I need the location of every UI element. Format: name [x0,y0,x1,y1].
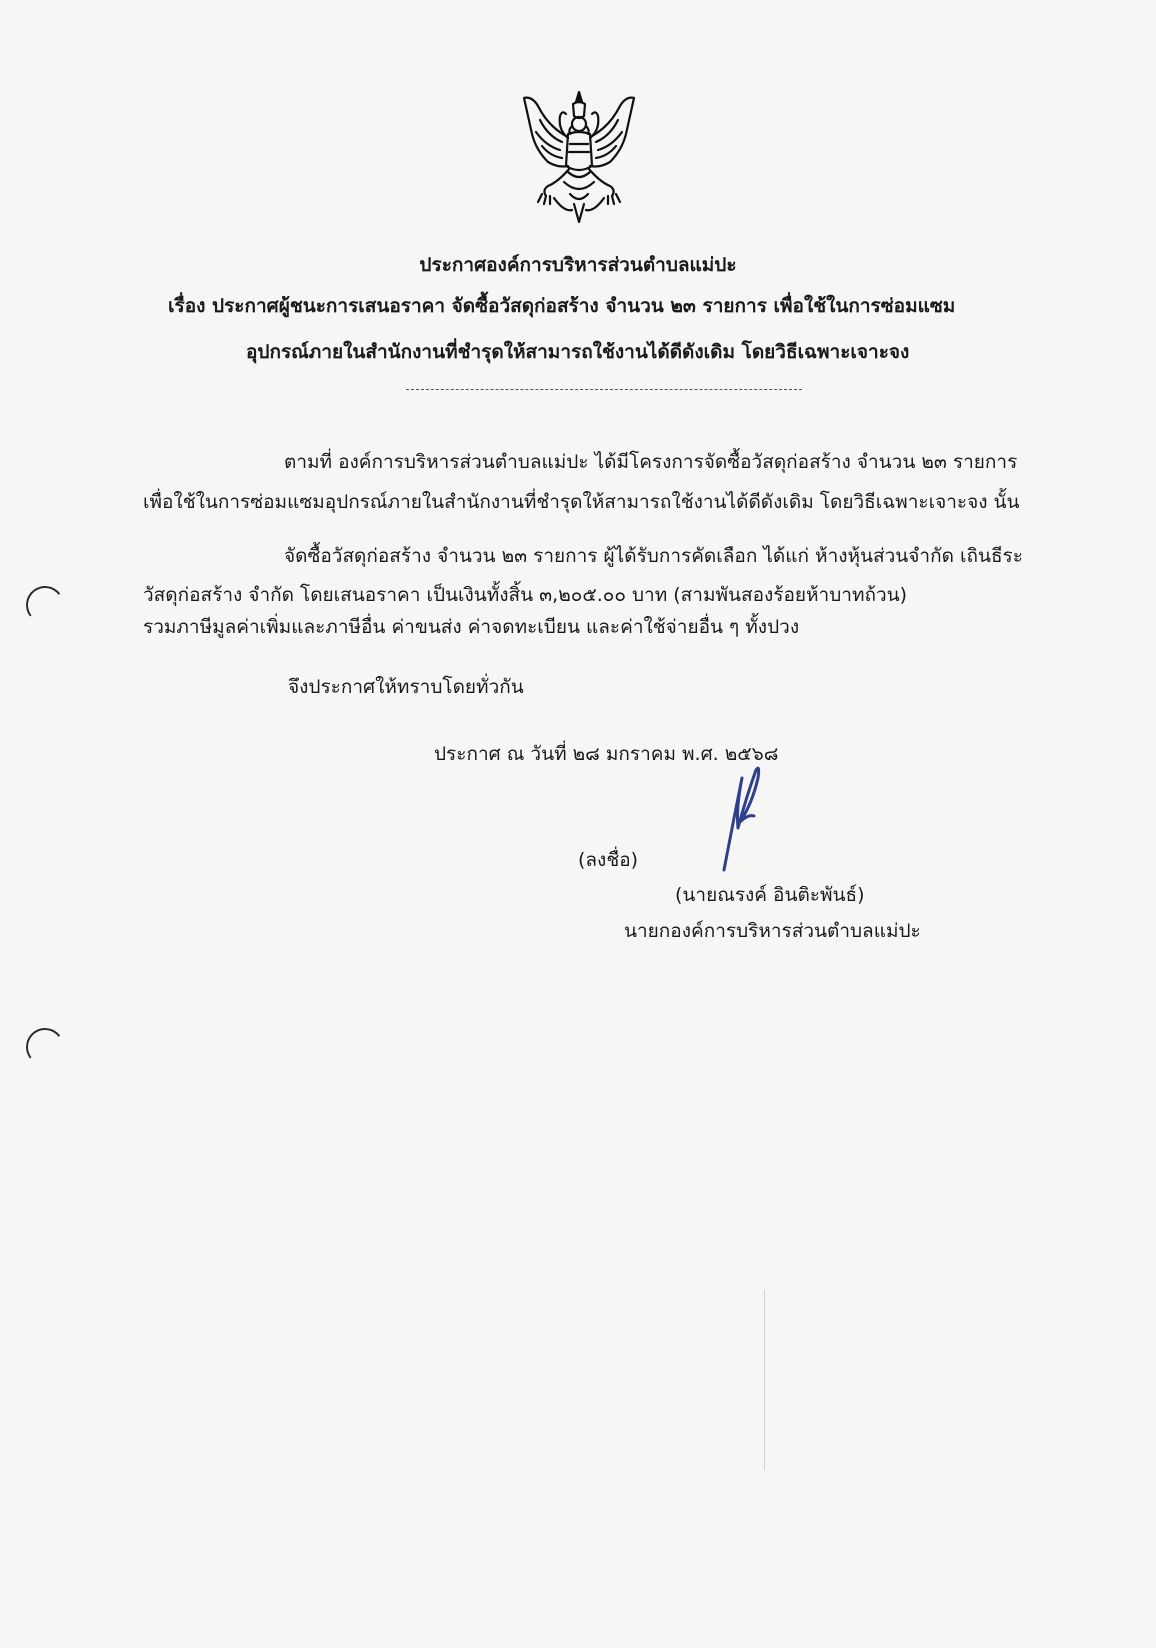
announcement-date: ประกาศ ณ วันที่ ๒๘ มกราคม พ.ศ. ๒๕๖๘ [434,743,779,765]
handwritten-signature-icon [702,758,772,878]
punch-hole-bottom [24,1026,67,1069]
announcement-title: ประกาศองค์การบริหารส่วนตำบลแม่ปะ [419,254,737,276]
sign-label: (ลงชื่อ) [578,849,639,871]
paragraph-2-line-2: วัสดุก่อสร้าง จำกัด โดยเสนอราคา เป็นเงินทั้งสิ้น ๓,๒๐๕.๐๐ บาท (สามพันสองร้อยห้าบาทถ้วน) [143,584,908,606]
announcement-subject-line-2: อุปกรณ์ภายในสำนักงานที่ชำรุดให้สามารถใช้งานได้ดีดังเดิม โดยวิธีเฉพาะเจาะจง [246,341,910,363]
signer-position: นายกองค์การบริหารส่วนตำบลแม่ปะ [624,920,921,942]
signer-name: (นายณรงค์ อินติะพันธ์) [675,884,865,906]
scan-artifact-line [764,1290,765,1470]
header-divider [406,389,802,390]
paragraph-1-line-2: เพื่อใช้ในการซ่อมแซมอุปกรณ์ภายในสำนักงานที่ชำรุดให้สามารถใช้งานได้ดีดังเดิม โดยวิธีเฉพาะเจาะจง นั้น [143,491,1020,513]
paragraph-2-line-3: รวมภาษีมูลค่าเพิ่มและภาษีอื่น ค่าขนส่ง ค่าจดทะเบียน และค่าใช้จ่ายอื่น ๆ ทั้งปวง [143,616,800,638]
paragraph-1-line-1: ตามที่ องค์การบริหารส่วนตำบลแม่ปะ ได้มีโครงการจัดซื้อวัสดุก่อสร้าง จำนวน ๒๓ รายการ [284,451,1018,473]
announcement-subject-line-1: เรื่อง ประกาศผู้ชนะการเสนอราคา จัดซื้อวัสดุก่อสร้าง จำนวน ๒๓ รายการ เพื่อใช้ในการซ่อมแซม [168,295,956,317]
punch-hole-top [24,584,67,627]
paragraph-3: จึงประกาศให้ทราบโดยทั่วกัน [288,676,524,698]
garuda-emblem-icon [518,86,640,228]
paragraph-2-line-1: จัดซื้อวัสดุก่อสร้าง จำนวน ๒๓ รายการ ผู้ได้รับการคัดเลือก ได้แก่ ห้างหุ้นส่วนจำกัด เถินธีระ [284,545,1023,567]
